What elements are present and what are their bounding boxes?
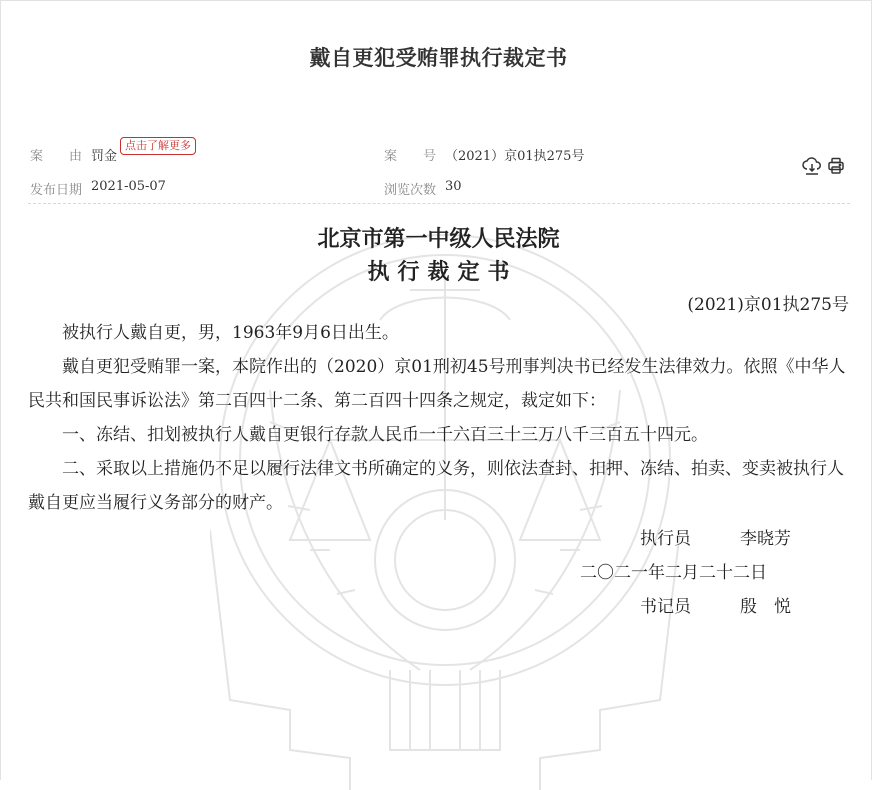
views-label: 浏览次数 — [384, 183, 437, 198]
publish-date-label: 发布日期 — [30, 183, 83, 198]
cause-value: 罚金 — [91, 149, 118, 164]
case-number-label: 案 号 — [384, 149, 437, 164]
paragraph-ruling-1: 一、冻结、扣划被执行人戴自更银行存款人民币一千六百三十三万八千三百五十四元。 — [62, 425, 708, 445]
document-type: 执行裁定书 — [367, 260, 518, 285]
case-number-value: （2021）京01执275号 — [445, 149, 585, 164]
cause-label: 案 由 — [30, 149, 83, 164]
clerk-label: 书记员 — [640, 597, 691, 617]
paragraph-case-background: 戴自更犯受贿罪一案，本院作出的（2020）京01刑初45号刑事判决书已经发生法律效力。依照《中华人民共和国民事诉讼法》第二百四十二条、第二百四十四条之规定，裁定如下： — [28, 357, 846, 411]
views-value: 30 — [445, 179, 462, 194]
document-case-number: (2021)京01执275号 — [687, 295, 849, 315]
printer-icon[interactable] — [826, 156, 846, 176]
executor-label: 执行员 — [640, 529, 691, 549]
court-name: 北京市第一中级人民法院 — [317, 227, 560, 252]
publish-date-value: 2021-05-07 — [91, 179, 166, 194]
page-title: 戴自更犯受贿罪执行裁定书 — [309, 46, 568, 70]
cloud-download-icon[interactable] — [802, 156, 822, 176]
meta-divider — [28, 203, 850, 204]
executor-name: 李晓芳 — [740, 529, 791, 549]
paragraph-ruling-2: 二、采取以上措施仍不足以履行法律文书所确定的义务，则依法查封、扣押、冻结、拍卖、变卖被执行人戴自更应当履行义务部分的财产。 — [28, 459, 844, 513]
clerk-name: 殷 悦 — [740, 597, 791, 617]
paragraph-defendant: 被执行人戴自更，男，1963年9月6日出生。 — [62, 323, 399, 343]
ruling-date: 二〇二一年二月二十二日 — [580, 563, 767, 583]
learn-more-link[interactable]: 点击了解更多 — [120, 137, 196, 155]
